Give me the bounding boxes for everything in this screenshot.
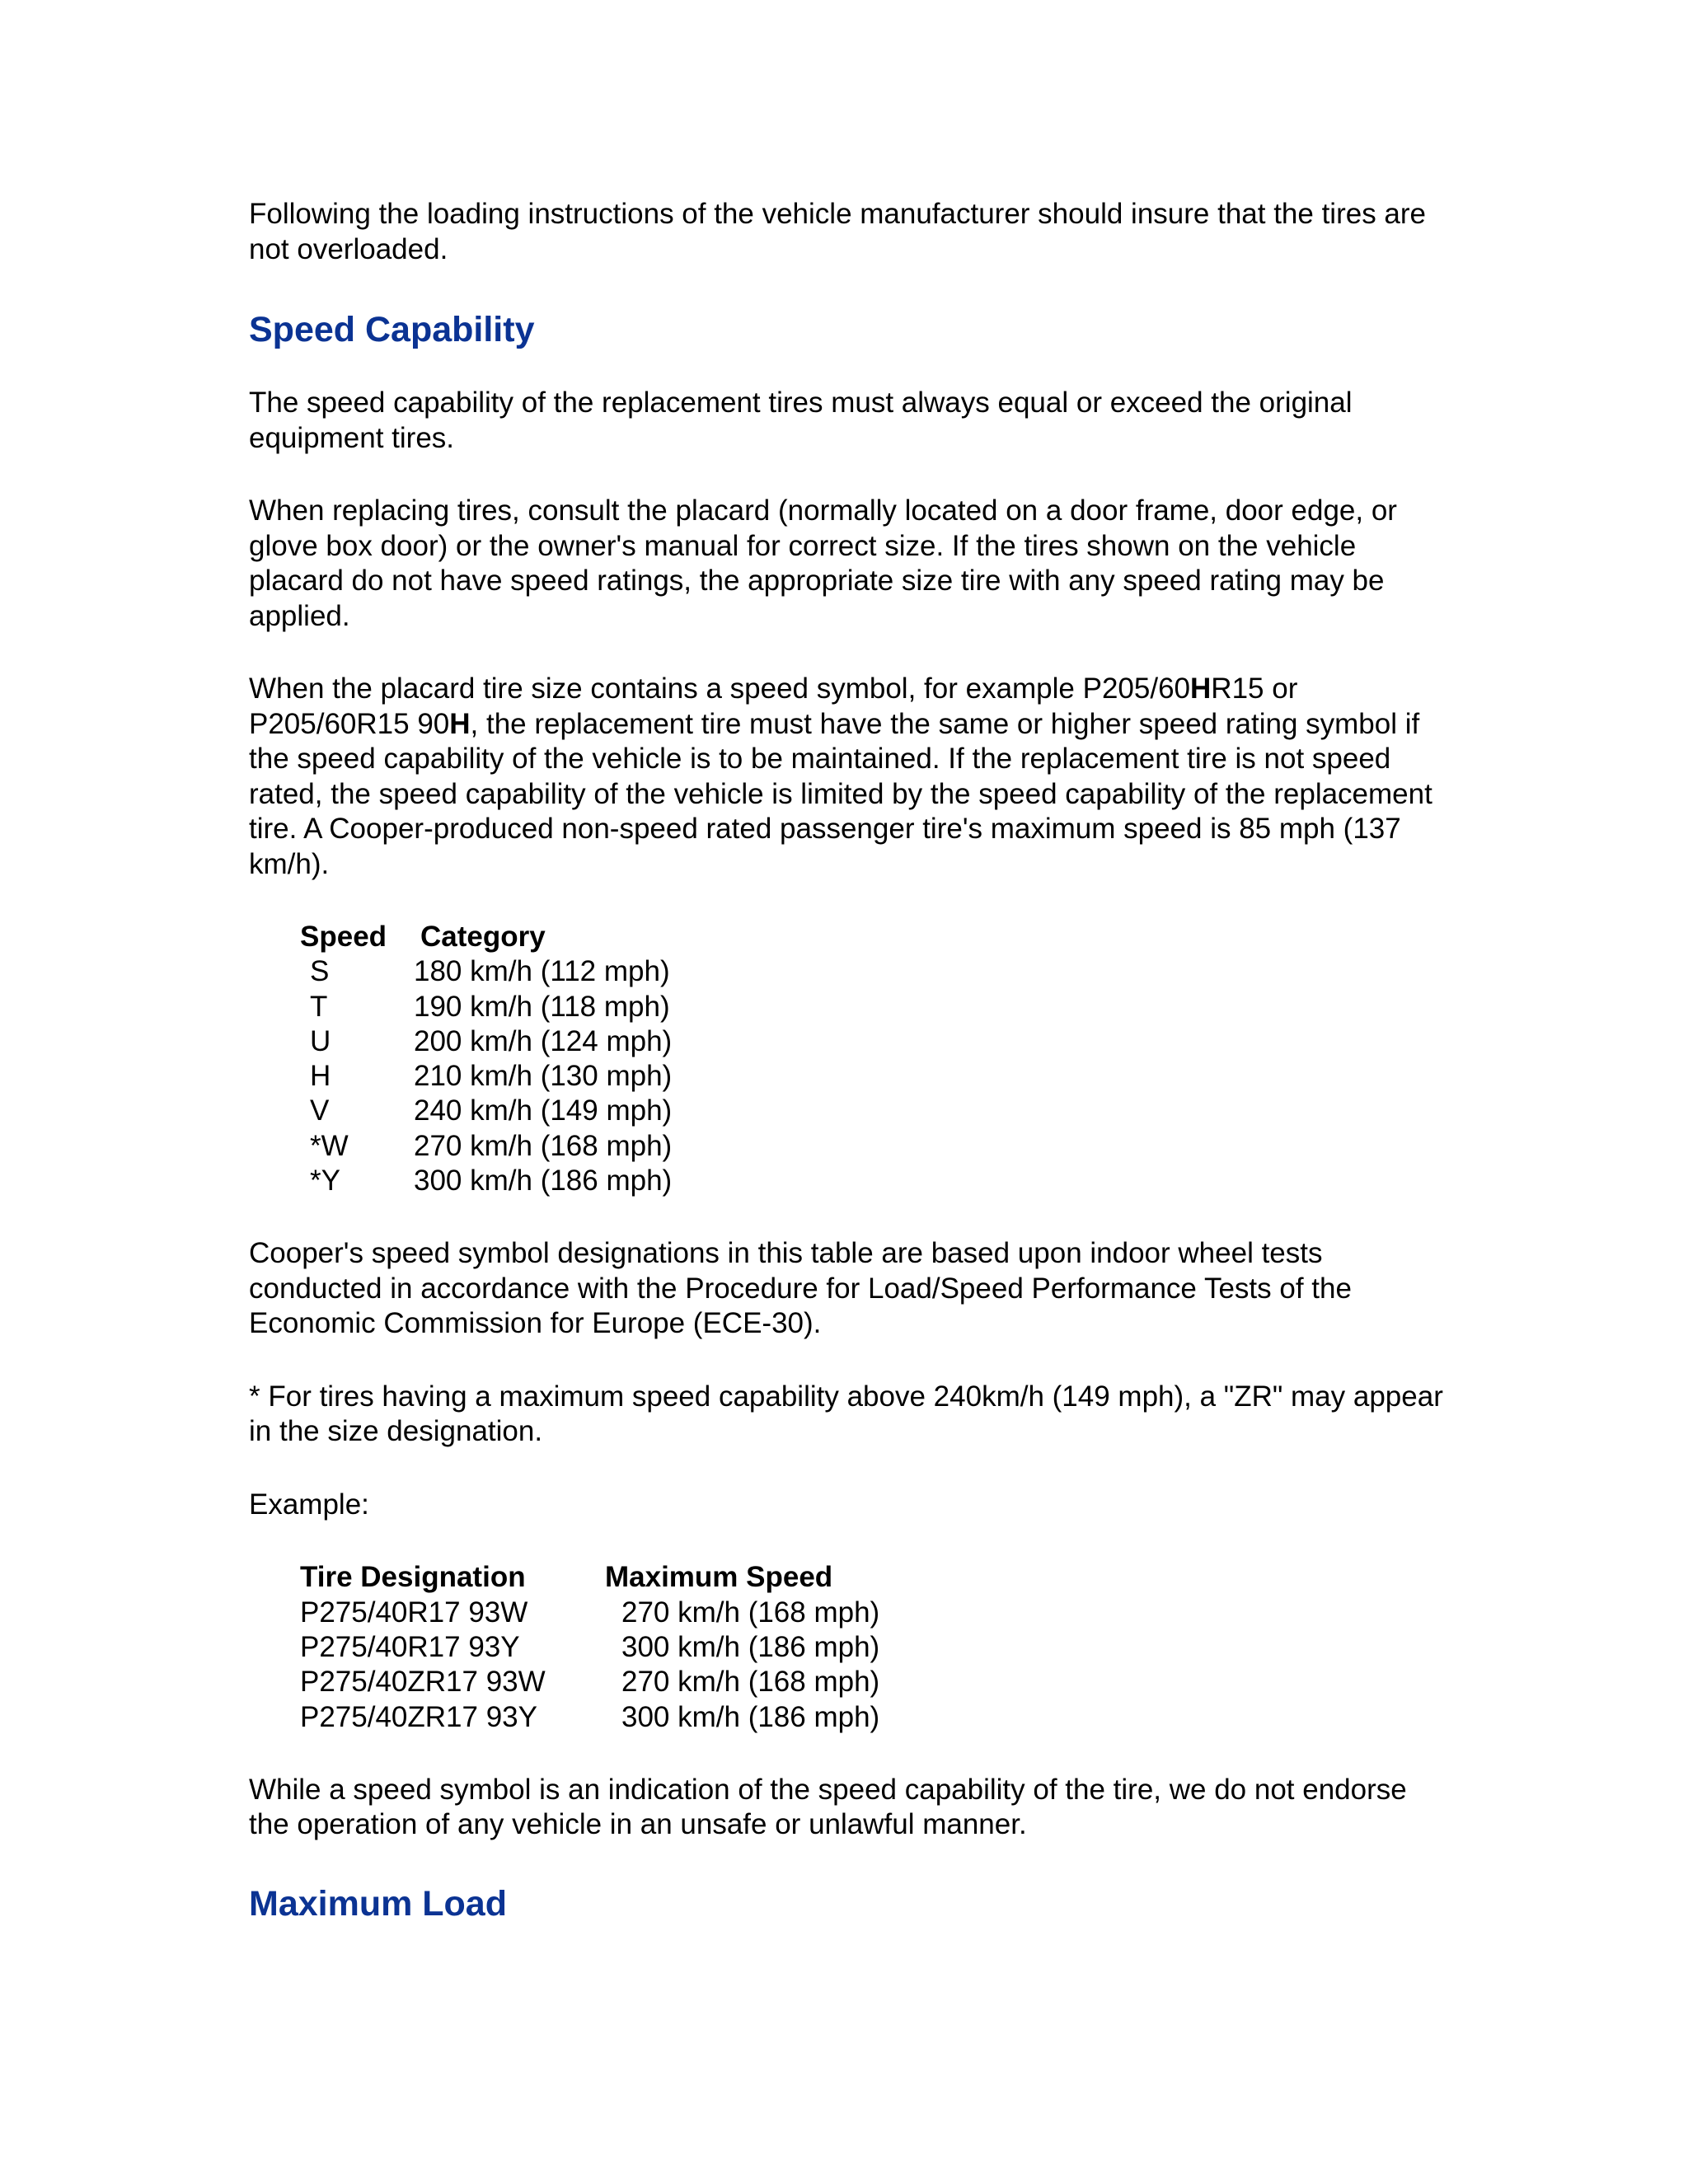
maximum-load-heading: Maximum Load (249, 1883, 507, 1924)
speed-paragraph-3-part-2: R15 or P205/60R15 90 (249, 673, 1298, 740)
maximum-speed: 300 km/h (186 mph) (621, 1700, 880, 1733)
speed-paragraph-3-bold-1: H (1190, 673, 1212, 705)
speed-category: 180 km/h (112 mph) (414, 955, 670, 988)
maximum-speed-column-header: Maximum Speed (605, 1561, 833, 1594)
speed-paragraph-2: When replacing tires, consult the placard (normally located on a door frame, door edge, or glove box door) or the owner's manual for correct size. If the tires shown on the vehicle placard do not have speed ratings, the appropriate size tire with any speed rating may be applied. (249, 494, 1397, 632)
tire-designation-table (300, 1560, 879, 1734)
table-row (300, 1059, 672, 1094)
speed-category: 300 km/h (186 mph) (414, 1165, 673, 1197)
table-row (300, 1596, 879, 1630)
tire-table-header-row (300, 1560, 879, 1595)
category-column-header: Category (420, 921, 546, 953)
table-row (300, 1630, 879, 1665)
speed-table-header-row (300, 920, 672, 954)
example-label: Example: (249, 1488, 369, 1521)
table-row (300, 1665, 879, 1699)
speed-category: 240 km/h (149 mph) (414, 1094, 673, 1127)
page-content (249, 197, 1452, 1925)
closing-paragraph: While a speed symbol is an indication of the speed capability of the tire, we do not endorse the operation of any vehicle in an unsafe or unlawful manner. (249, 1773, 1407, 1841)
speed-column-header: Speed (300, 921, 387, 953)
speed-paragraph-3 (249, 672, 1452, 882)
speed-symbol: *Y (310, 1165, 340, 1197)
speed-category: 270 km/h (168 mph) (414, 1129, 673, 1162)
maximum-speed: 270 km/h (168 mph) (621, 1596, 880, 1629)
speed-symbol: S (310, 955, 330, 988)
speed-paragraph-3-part-1: When the placard tire size contains a speed symbol, for example P205/60 (249, 673, 1191, 705)
table-row (300, 1094, 672, 1128)
zr-footnote: * For tires having a maximum speed capability above 240km/h (149 mph), a "ZR" may appear in the size designation. (249, 1380, 1443, 1448)
speed-category: 200 km/h (124 mph) (414, 1024, 673, 1057)
table-row (300, 990, 672, 1024)
maximum-speed: 300 km/h (186 mph) (621, 1630, 880, 1663)
tire-designation-column-header: Tire Designation (300, 1561, 526, 1594)
speed-symbol: U (310, 1024, 331, 1057)
table-row (300, 1164, 672, 1198)
tire-designation: P275/40ZR17 93W (300, 1666, 546, 1699)
table-row (300, 1700, 879, 1735)
speed-category: 190 km/h (118 mph) (414, 990, 670, 1023)
speed-symbol: T (310, 990, 328, 1023)
table-row (300, 954, 672, 989)
tire-designation: P275/40ZR17 93Y (300, 1700, 537, 1733)
speed-paragraph-3-part-3: , the replacement tire must have the same or higher speed rating symbol if the speed capability of the vehicle is to be maintained. If the replacement tire is not speed rated, the speed capability of the vehicle is limited by the speed capability of the replacement tire. A Cooper-produced non-speed rated passenger tire's maximum speed is 85 mph (137 km/h). (249, 707, 1432, 880)
speed-symbol: H (310, 1060, 331, 1093)
intro-paragraph: Following the loading instructions of the vehicle manufacturer should insure that the tires are not overloaded. (249, 198, 1427, 265)
speed-paragraph-1: The speed capability of the replacement tires must always equal or exceed the original equipment tires. (249, 387, 1353, 454)
table-row (300, 1024, 672, 1059)
table-row (300, 1129, 672, 1164)
speed-paragraph-3-bold-2: H (449, 707, 471, 740)
speed-category: 210 km/h (130 mph) (414, 1060, 673, 1093)
maximum-speed: 270 km/h (168 mph) (621, 1666, 880, 1699)
speed-symbol: V (310, 1094, 330, 1127)
speed-paragraph-4: Cooper's speed symbol designations in this table are based upon indoor wheel tests conducted in accordance with the Procedure for Load/Speed Performance Tests of the Economic Commission for Europe (ECE-30). (249, 1237, 1352, 1340)
speed-symbol: *W (310, 1129, 349, 1162)
tire-designation: P275/40R17 93W (300, 1596, 528, 1629)
speed-rating-table (300, 920, 672, 1198)
speed-capability-heading: Speed Capability (249, 310, 535, 349)
tire-designation: P275/40R17 93Y (300, 1630, 520, 1663)
